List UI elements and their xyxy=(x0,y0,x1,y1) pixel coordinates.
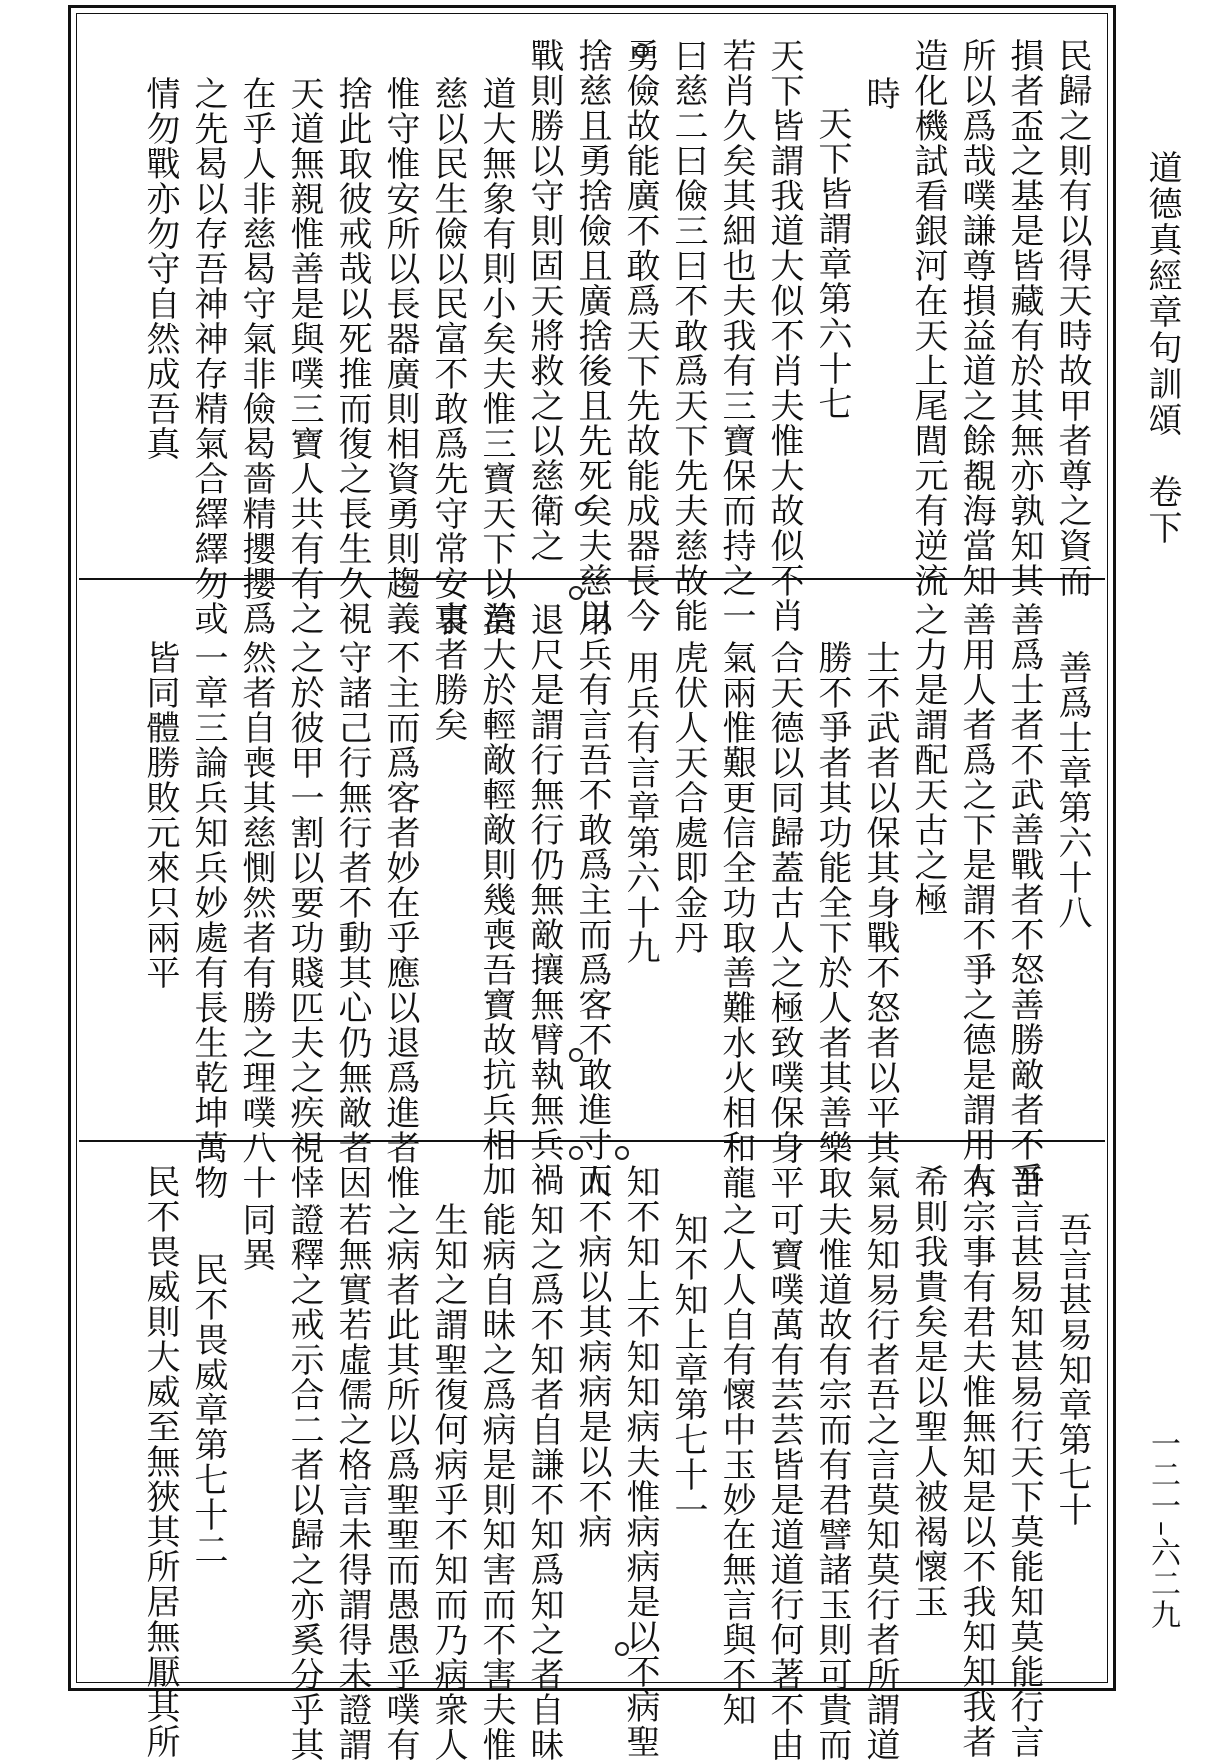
text-line: 知不知上不知知病夫惟病病是以不病聖 xyxy=(620,1164,660,1759)
margin-book-title: 道德真經章句訓頌 卷下 xyxy=(1142,150,1182,546)
text-line: 之力是謂配天古之極 xyxy=(908,602,948,917)
text-line: 可寶噗萬有芸芸皆是道道行何著不由 xyxy=(764,1202,804,1762)
text-line: 一章三論兵知兵妙處有長生乾坤萬物 xyxy=(188,640,228,1200)
margin-page-number: 一二一–六二九 xyxy=(1145,1428,1180,1630)
text-line: 吾言甚易知甚易行天下莫能知莫能行言 xyxy=(1004,1164,1044,1759)
text-line: 用兵有言吾不敢爲主而爲客不敢進寸而 xyxy=(572,602,612,1197)
section-middle xyxy=(79,578,1105,1200)
chapter-heading: 知不知上章第七十一 xyxy=(668,1212,708,1527)
text-line: 捨慈且勇捨儉且廣捨後且先死矣夫慈以 xyxy=(572,38,612,633)
text-line: 然者自喪其慈惻然者有勝之理噗八十 xyxy=(236,640,276,1200)
text-line: 希則我貴矣是以聖人被褐懷玉 xyxy=(908,1164,948,1619)
text-line: 天下皆謂我道大似不肖夫惟大故似不肖 xyxy=(764,38,804,633)
text-line: 損者盃之基是皆藏有於其無亦孰知其 xyxy=(1004,38,1044,598)
text-line: 時 xyxy=(860,76,900,111)
chapter-heading: 民不畏威章第七十二 xyxy=(188,1252,228,1567)
text-line: 情勿戰亦勿守自然成吾真 xyxy=(140,76,180,461)
section-top xyxy=(79,16,1105,636)
text-line: 捨此取彼戒哉以死推而復之長生久視 xyxy=(332,76,372,636)
page-frame xyxy=(68,5,1116,1762)
chapter-heading: 天下皆謂章第六十七 xyxy=(812,106,852,421)
punctuation-circle-mark xyxy=(635,44,649,58)
text-line: 民不畏威則大威至無狹其所居無厭其所 xyxy=(140,1164,180,1759)
text-line: 道大無象有則小矣夫惟三寶天下以治 xyxy=(476,76,516,636)
chapter-heading: 善爲士章第六十八 xyxy=(1052,650,1092,930)
text-line: 之人人自有懷中玉妙在無言與不知 xyxy=(716,1202,756,1727)
text-line: 民歸之則有以得天時故甲者尊之資而 xyxy=(1052,38,1092,598)
chapter-heading: 吾言甚易知章第七十 xyxy=(1052,1212,1092,1527)
chapter-heading: 用兵有言章第六十九 xyxy=(620,650,660,965)
text-line: 若肖久矣其細也夫我有三寶保而持之一 xyxy=(716,38,756,633)
text-line: 若無實若虛儒之格言未得謂得未證謂 xyxy=(332,1202,372,1762)
text-line: 守諸己行無行者不動其心仍無敵者因 xyxy=(332,640,372,1200)
text-line: 能病自昧之爲病是則知害而不害夫惟 xyxy=(476,1202,516,1762)
punctuation-circle-mark xyxy=(569,1146,583,1160)
text-line: 退尺是謂行無行仍無敵攘無臂執無兵禍 xyxy=(524,602,564,1197)
text-line: 善爲士者不武善戰者不怒善勝敵者不爭 xyxy=(1004,602,1044,1197)
punctuation-circle-mark xyxy=(615,1146,629,1160)
text-line: 氣兩惟艱更信全功取善難水火相和龍 xyxy=(716,640,756,1200)
text-line: 士不武者以保其身戰不怒者以平其氣 xyxy=(860,640,900,1200)
text-line: 知之爲不知者自謙不知爲知之者自昧 xyxy=(524,1202,564,1762)
text-line: 慈以民生儉以民富不敢爲先守常安事 xyxy=(428,76,468,636)
punctuation-circle-mark xyxy=(615,1642,629,1656)
text-line: 莫大於輕敵輕敵則幾喪吾寶故抗兵相加 xyxy=(476,602,516,1197)
text-line: 生知之謂聖復何病乎不知而乃病衆人 xyxy=(428,1202,468,1762)
text-line: 不主而爲客者妙在乎應以退爲進者惟 xyxy=(380,640,420,1200)
text-line: 勝不爭者其功能全下於人者其善樂取 xyxy=(812,640,852,1200)
punctuation-circle-mark xyxy=(575,502,589,516)
text-line: 人不病以其病病是以不病 xyxy=(572,1164,612,1549)
punctuation-circle-mark xyxy=(569,586,583,600)
text-line: 有宗事有君夫惟無知是以不我知知我者 xyxy=(956,1164,996,1759)
text-line: 善用人者爲之下是謂不爭之德是謂用人 xyxy=(956,602,996,1197)
text-line: 造化機試看銀河在天上尾閭元有逆流 xyxy=(908,38,948,598)
text-line: 之病者此其所以爲聖聖而愚愚乎噗有 xyxy=(380,1202,420,1762)
text-line: 易知易行者吾之言莫知莫行者所謂道 xyxy=(860,1202,900,1762)
punctuation-circle-mark xyxy=(569,1048,583,1062)
text-line: 虎伏人天合處即金丹 xyxy=(668,640,708,955)
text-line: 曰慈二曰儉三曰不敢爲天下先夫慈故能 xyxy=(668,38,708,633)
text-line: 天道無親惟善是與噗三寶人共有有之 xyxy=(284,76,324,636)
text-line: 之於彼甲一割以要功賤匹夫之疾視悻 xyxy=(284,640,324,1200)
text-line: 皆同體勝敗元來只兩平 xyxy=(140,640,180,990)
text-line: 證釋之戒示合二者以歸之亦奚分乎其 xyxy=(284,1202,324,1762)
text-line: 合天德以同歸蓋古人之極致噗保身平 xyxy=(764,640,804,1200)
text-line: 夫惟道故有宗而有君譬諸玉則可貴而 xyxy=(812,1202,852,1762)
text-line: 所以爲哉噗謙尊損益道之餘覩海當知 xyxy=(956,38,996,598)
text-line: 同異 xyxy=(236,1202,276,1272)
text-line: 之先曷以存吾神神存精氣合繹繹勿或 xyxy=(188,76,228,636)
section-bottom xyxy=(79,1140,1105,1762)
text-line: 戰則勝以守則固天將救之以慈衛之 xyxy=(524,38,564,563)
text-line: 在乎人非慈曷守氣非儉曷嗇精攖攖爲 xyxy=(236,76,276,636)
text-line: 哀者勝矣 xyxy=(428,602,468,742)
text-line: 惟守惟安所以長器廣則相資勇則趨義 xyxy=(380,76,420,636)
text-line: 勇儉故能廣不敢爲天下先故能成器長今 xyxy=(620,38,660,633)
